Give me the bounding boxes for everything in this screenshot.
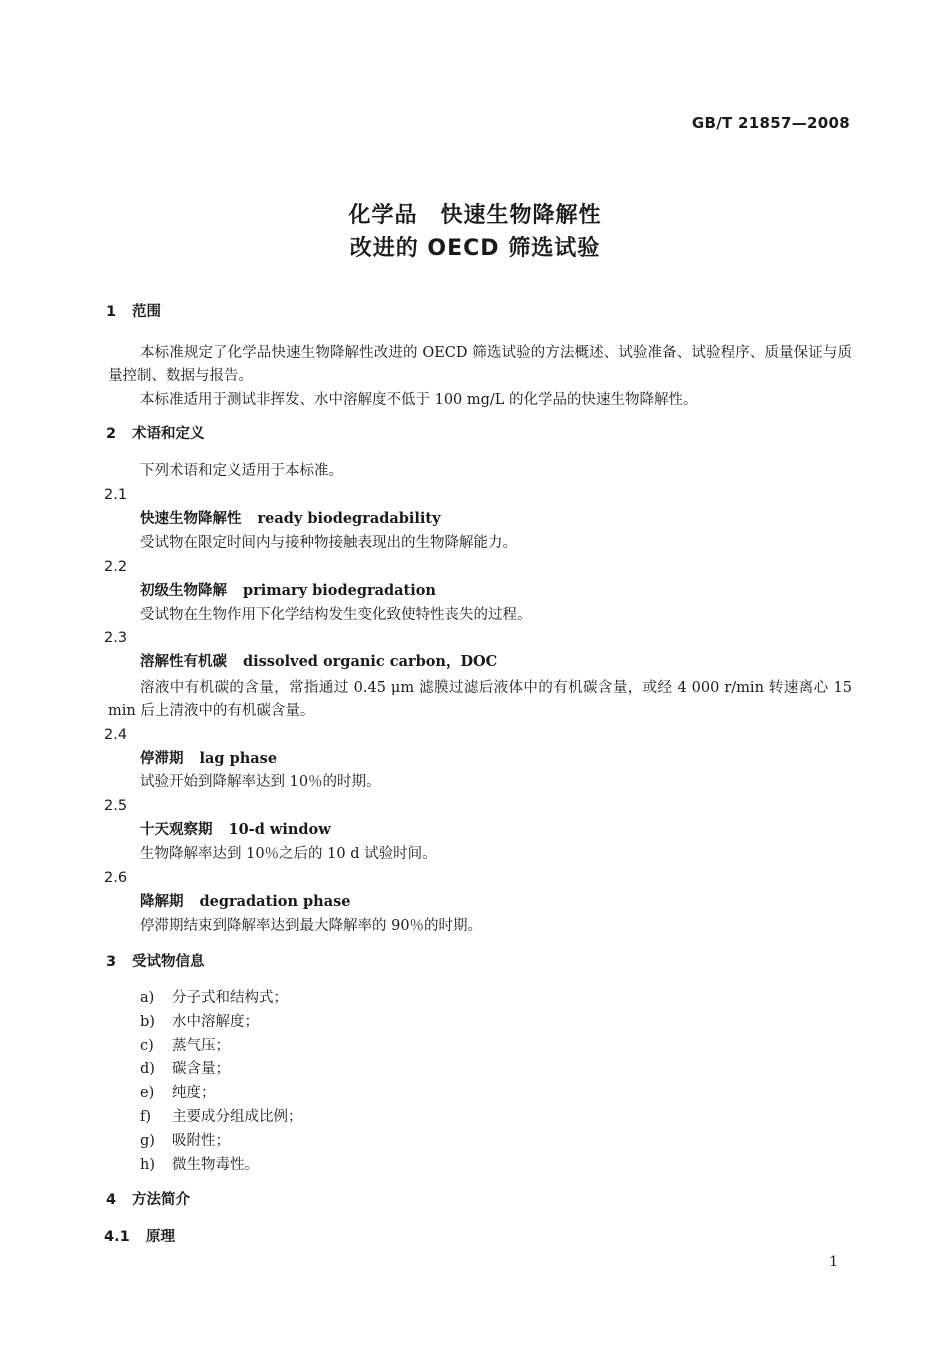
list-item-label: b) — [140, 1014, 155, 1030]
term-heading — [140, 820, 331, 840]
term-definition: 受试物在限定时间内与接种物接触表现出的生物降解能力。 — [140, 535, 517, 551]
list-item-text: 微生物毒性。 — [172, 1157, 259, 1173]
standard-code: GB/T 21857—2008 — [691, 114, 850, 132]
section-2-intro: 下列术语和定义适用于本标准。 — [140, 463, 343, 479]
term-heading — [140, 509, 441, 529]
list-item-text: 吸附性； — [172, 1133, 230, 1149]
term-english: ready biodegradability — [257, 510, 441, 527]
term-english: primary biodegradation — [243, 582, 436, 599]
list-item-label: c) — [140, 1038, 154, 1054]
section-title: 受试物信息 — [132, 954, 205, 970]
term-heading — [140, 749, 277, 769]
list-item-text: 主要成分组成比例； — [172, 1109, 303, 1125]
term-number: 2.1 — [104, 487, 128, 503]
term-heading — [140, 652, 497, 672]
section-3-heading — [106, 952, 205, 972]
document-title-line-2: 改进的 OECD 筛选试验 — [349, 236, 601, 261]
term-chinese: 初级生物降解 — [140, 583, 227, 599]
term-number: 2.2 — [104, 559, 128, 575]
term-heading — [140, 892, 351, 912]
section-title: 术语和定义 — [132, 426, 205, 442]
term-chinese: 停滞期 — [140, 751, 184, 767]
list-item-label: a) — [140, 990, 155, 1006]
list-item-label: e) — [140, 1085, 155, 1101]
term-chinese: 降解期 — [140, 894, 184, 910]
term-english: 10-d window — [228, 821, 331, 838]
section-2-heading — [106, 424, 205, 444]
term-chinese: 溶解性有机碳 — [140, 654, 227, 670]
term-number: 2.6 — [104, 870, 128, 886]
section-number: 2 — [106, 426, 117, 442]
list-item — [140, 1155, 259, 1175]
list-item — [140, 1059, 230, 1079]
list-item — [140, 1107, 303, 1127]
document-title-line-1: 化学品 快速生物降解性 — [348, 203, 602, 228]
list-item — [140, 1083, 216, 1103]
section-1-paragraph-2: 本标准适用于测试非挥发、水中溶解度不低于 100 mg/L 的化学品的快速生物降解性。 — [140, 392, 698, 408]
term-number: 2.3 — [104, 630, 128, 646]
list-item-text: 分子式和结构式； — [172, 990, 288, 1006]
term-number: 2.5 — [104, 798, 128, 814]
term-definition: 试验开始到降解率达到 10％的时期。 — [140, 774, 381, 790]
section-number: 3 — [106, 954, 117, 970]
list-item-text: 蒸气压； — [172, 1038, 230, 1054]
section-1-paragraph-1: 本标准规定了化学品快速生物降解性改进的 OECD 筛选试验的方法概述、试验准备、试验程序、质量保证与质量控制、数据与报告。 — [108, 345, 852, 384]
list-item-label: h) — [140, 1157, 155, 1173]
term-number: 2.4 — [104, 727, 128, 743]
term-chinese: 十天观察期 — [140, 822, 213, 838]
term-heading — [140, 581, 436, 601]
section-4-heading — [106, 1190, 190, 1210]
list-item — [140, 1012, 259, 1032]
term-chinese: 快速生物降解性 — [140, 511, 242, 527]
list-item — [140, 988, 288, 1008]
list-item — [140, 1036, 230, 1056]
term-english: dissolved organic carbon，DOC — [243, 653, 498, 670]
subsection-number: 4.1 — [104, 1229, 130, 1245]
term-english: lag phase — [199, 750, 278, 767]
subsection-title: 原理 — [146, 1229, 175, 1245]
list-item-label: f) — [140, 1109, 152, 1125]
term-definition: 溶液中有机碳的含量，常指通过 0.45 μm 滤膜过滤后液体中的有机碳含量，或经 4 000 r/min 转速离心 15 min 后上清液中的有机碳含量。 — [108, 680, 852, 719]
list-item-label: g) — [140, 1133, 155, 1149]
term-definition: 受试物在生物作用下化学结构发生变化致使特性丧失的过程。 — [140, 607, 532, 623]
list-item — [140, 1131, 230, 1151]
page-number: 1 — [829, 1254, 838, 1270]
section-number: 4 — [106, 1192, 117, 1208]
list-item-label: d) — [140, 1061, 155, 1077]
section-number: 1 — [106, 304, 117, 320]
list-item-text: 水中溶解度； — [172, 1014, 259, 1030]
section-title: 范围 — [132, 304, 161, 320]
list-item-text: 碳含量； — [172, 1061, 230, 1077]
term-definition: 停滞期结束到降解率达到最大降解率的 90％的时期。 — [140, 918, 483, 934]
section-1-heading — [106, 302, 161, 322]
subsection-4-1-heading — [104, 1227, 175, 1247]
term-definition: 生物降解率达到 10％之后的 10 d 试验时间。 — [140, 846, 437, 862]
term-english: degradation phase — [199, 893, 351, 910]
section-title: 方法简介 — [132, 1192, 190, 1208]
list-item-text: 纯度； — [172, 1085, 216, 1101]
